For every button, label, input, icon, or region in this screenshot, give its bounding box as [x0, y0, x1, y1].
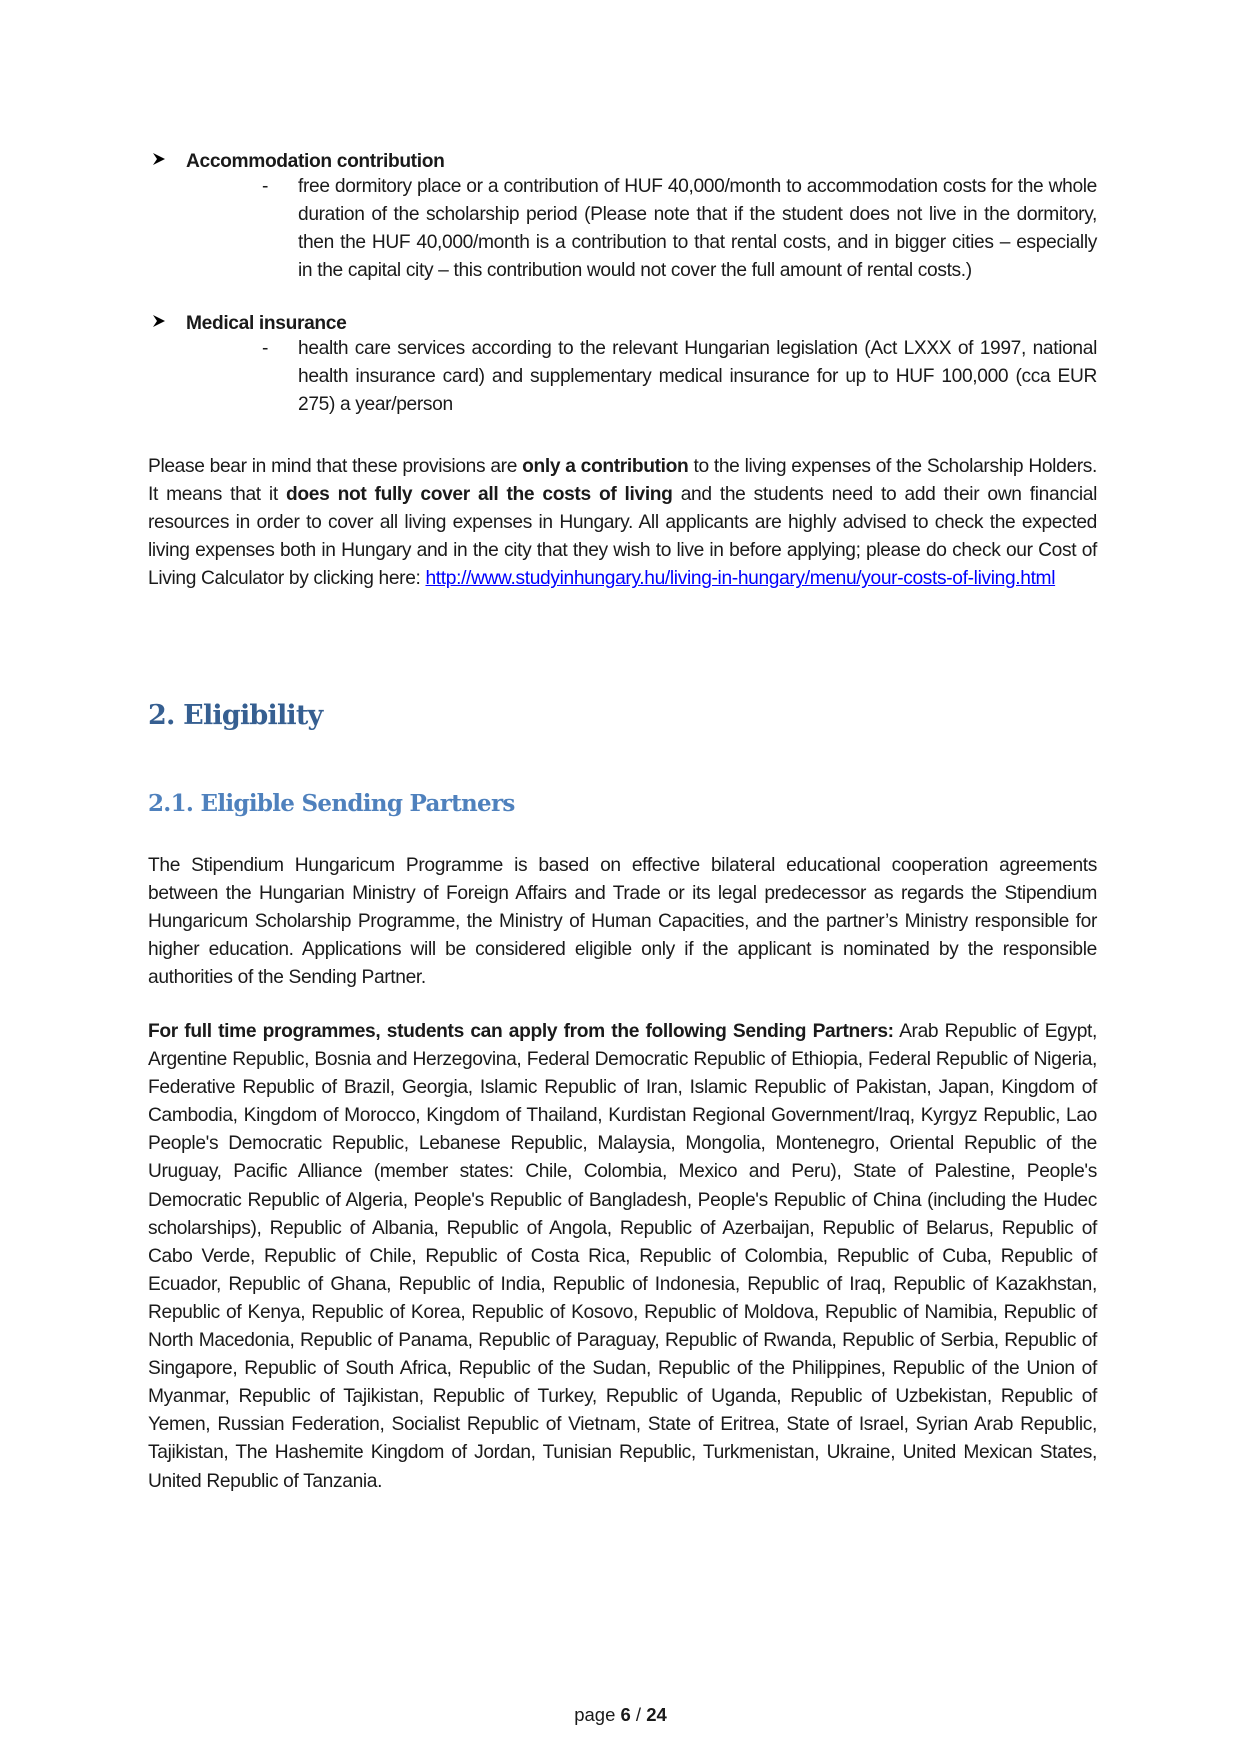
note-emphasis: only a contribution — [522, 456, 689, 477]
sending-partners-list — [148, 1018, 1097, 1496]
bullet-title: Medical insurance — [186, 313, 347, 334]
note-text: and the students need to add their own financial resources in order to cover all living expenses in Hungary. All applicants are highly advised to check the expected living expenses both in Hungary and in the city that they wish to live in before applying; please do check our Cost of Living Calculator by clicking here: — [148, 484, 1097, 590]
bullet-medical-insurance — [186, 310, 346, 338]
intro-text: The Stipendium Hungaricum Programme is based on effective bilateral educational cooperation agreements between the Hungarian Ministry of Foreign Affairs and Trade or its legal predecessor as regards the Stipendium Hungaricum Scholarship Programme, the Ministry of Human Capacities, and the partner’s Ministry responsible for higher education. Applications will be considered eligible only if the applicant is nominated by the responsible authorities of the Sending Partner. — [148, 855, 1097, 989]
subsection-heading: 2.1. Eligible Sending Partners — [148, 790, 515, 817]
page-number — [0, 1704, 1241, 1726]
arrowhead-bullet-icon — [152, 310, 166, 338]
note-emphasis: does not fully cover all the costs of living — [286, 484, 673, 506]
bullet-accommodation-detail — [262, 173, 1097, 285]
bullet-title: Accommodation contribution — [186, 151, 445, 172]
bullet-accommodation — [186, 148, 444, 176]
current-page: 6 — [620, 1704, 631, 1725]
partners-lead: For full time programmes, students can apply from the following Sending Partners: — [148, 1021, 894, 1042]
dash-bullet-icon: - — [262, 176, 269, 197]
note-text: Please bear in mind that these provisions are — [148, 456, 523, 477]
bullet-text: free dormitory place or a contribution of HUF 40,000/month to accommodation costs for the whole duration of the scholarship period (Please note that if the student does not live in the dormitory, then the HUF 40,000/month is a contribution to that rental costs, and in bigger cities – especially in the capital city – this contribution would not cover the full amount of rental costs.) — [298, 176, 1097, 282]
partners-text: Arab Republic of Egypt, Argentine Republic, Bosnia and Herzegovina, Federal Democratic Republic of Ethiopia, Federal Republic of Nigeria, Federative Republic of Brazil, Georgia, Islamic Republic of Iran, Islamic Republic of Pakistan, Japan, Kingdom of Cambodia, Kingdom of Morocco, Kingdom of Thailand, Kurdistan Regional Government/Iraq, Kyrgyz Republic, Lao People's Democratic Republic, Lebanese Republic, Malaysia, Mongolia, Montenegro, Oriental Republic of the Uruguay, Pacific Alliance (member states: Chile, Colombia, Mexico and Peru), State of Palestine, People's Democratic Republic of Algeria, People's Republic of Bangladesh, People's Republic of China (including the Hudec scholarships), Republic of Albania, Republic of Angola, Republic of Azerbaijan, Republic of Belarus, Republic of Cabo Verde, Republic of Chile, Republic of Costa Rica, Republic of Colombia, Republic of Cuba, Republic of Ecuador, Republic of Ghana, Republic of India, Republic of Indonesia, Republic of Iraq, Republic of Kazakhstan, Republic of Kenya, Republic of Korea, Republic of Kosovo, Republic of Moldova, Republic of Namibia, Republic of North Macedonia, Republic of Panama, Republic of Paraguay, Republic of Rwanda, Republic of Serbia, Republic of Singapore, Republic of South Africa, Republic of the Sudan, Republic of the Philippines, Republic of the Union of Myanmar, Republic of Tajikistan, Republic of Turkey, Republic of Uganda, Republic of Uzbekistan, Republic of Yemen, Russian Federation, Socialist Republic of Vietnam, State of Eritrea, State of Israel, Syrian Arab Republic, Tajikistan, The Hashemite Kingdom of Jordan, Tunisian Republic, Turkmenistan, Ukraine, United Mexican States, United Republic of Tanzania. — [148, 1021, 1098, 1492]
note-text: to the living expenses of the Scholarship Holders. It means that it — [148, 456, 1097, 506]
page-separator: / — [630, 1704, 647, 1725]
total-pages: 24 — [646, 1704, 667, 1725]
bullet-text: health care services according to the relevant Hungarian legislation (Act LXXX of 1997, national health insurance card) and supplementary medical insurance for up to HUF 100,000 (cca EUR 275) a year/person — [298, 338, 1097, 416]
dash-bullet-icon: - — [262, 338, 269, 359]
living-costs-note — [148, 453, 1097, 593]
cost-of-living-link[interactable]: http://www.studyinhungary.hu/living-in-hungary/menu/your-costs-of-living.html — [425, 568, 1056, 590]
bullet-medical-detail — [262, 335, 1097, 419]
section-heading: 2. Eligibility — [148, 700, 323, 731]
arrowhead-bullet-icon — [152, 148, 166, 176]
sending-partners-intro — [148, 852, 1097, 992]
page-label: page — [574, 1704, 621, 1725]
